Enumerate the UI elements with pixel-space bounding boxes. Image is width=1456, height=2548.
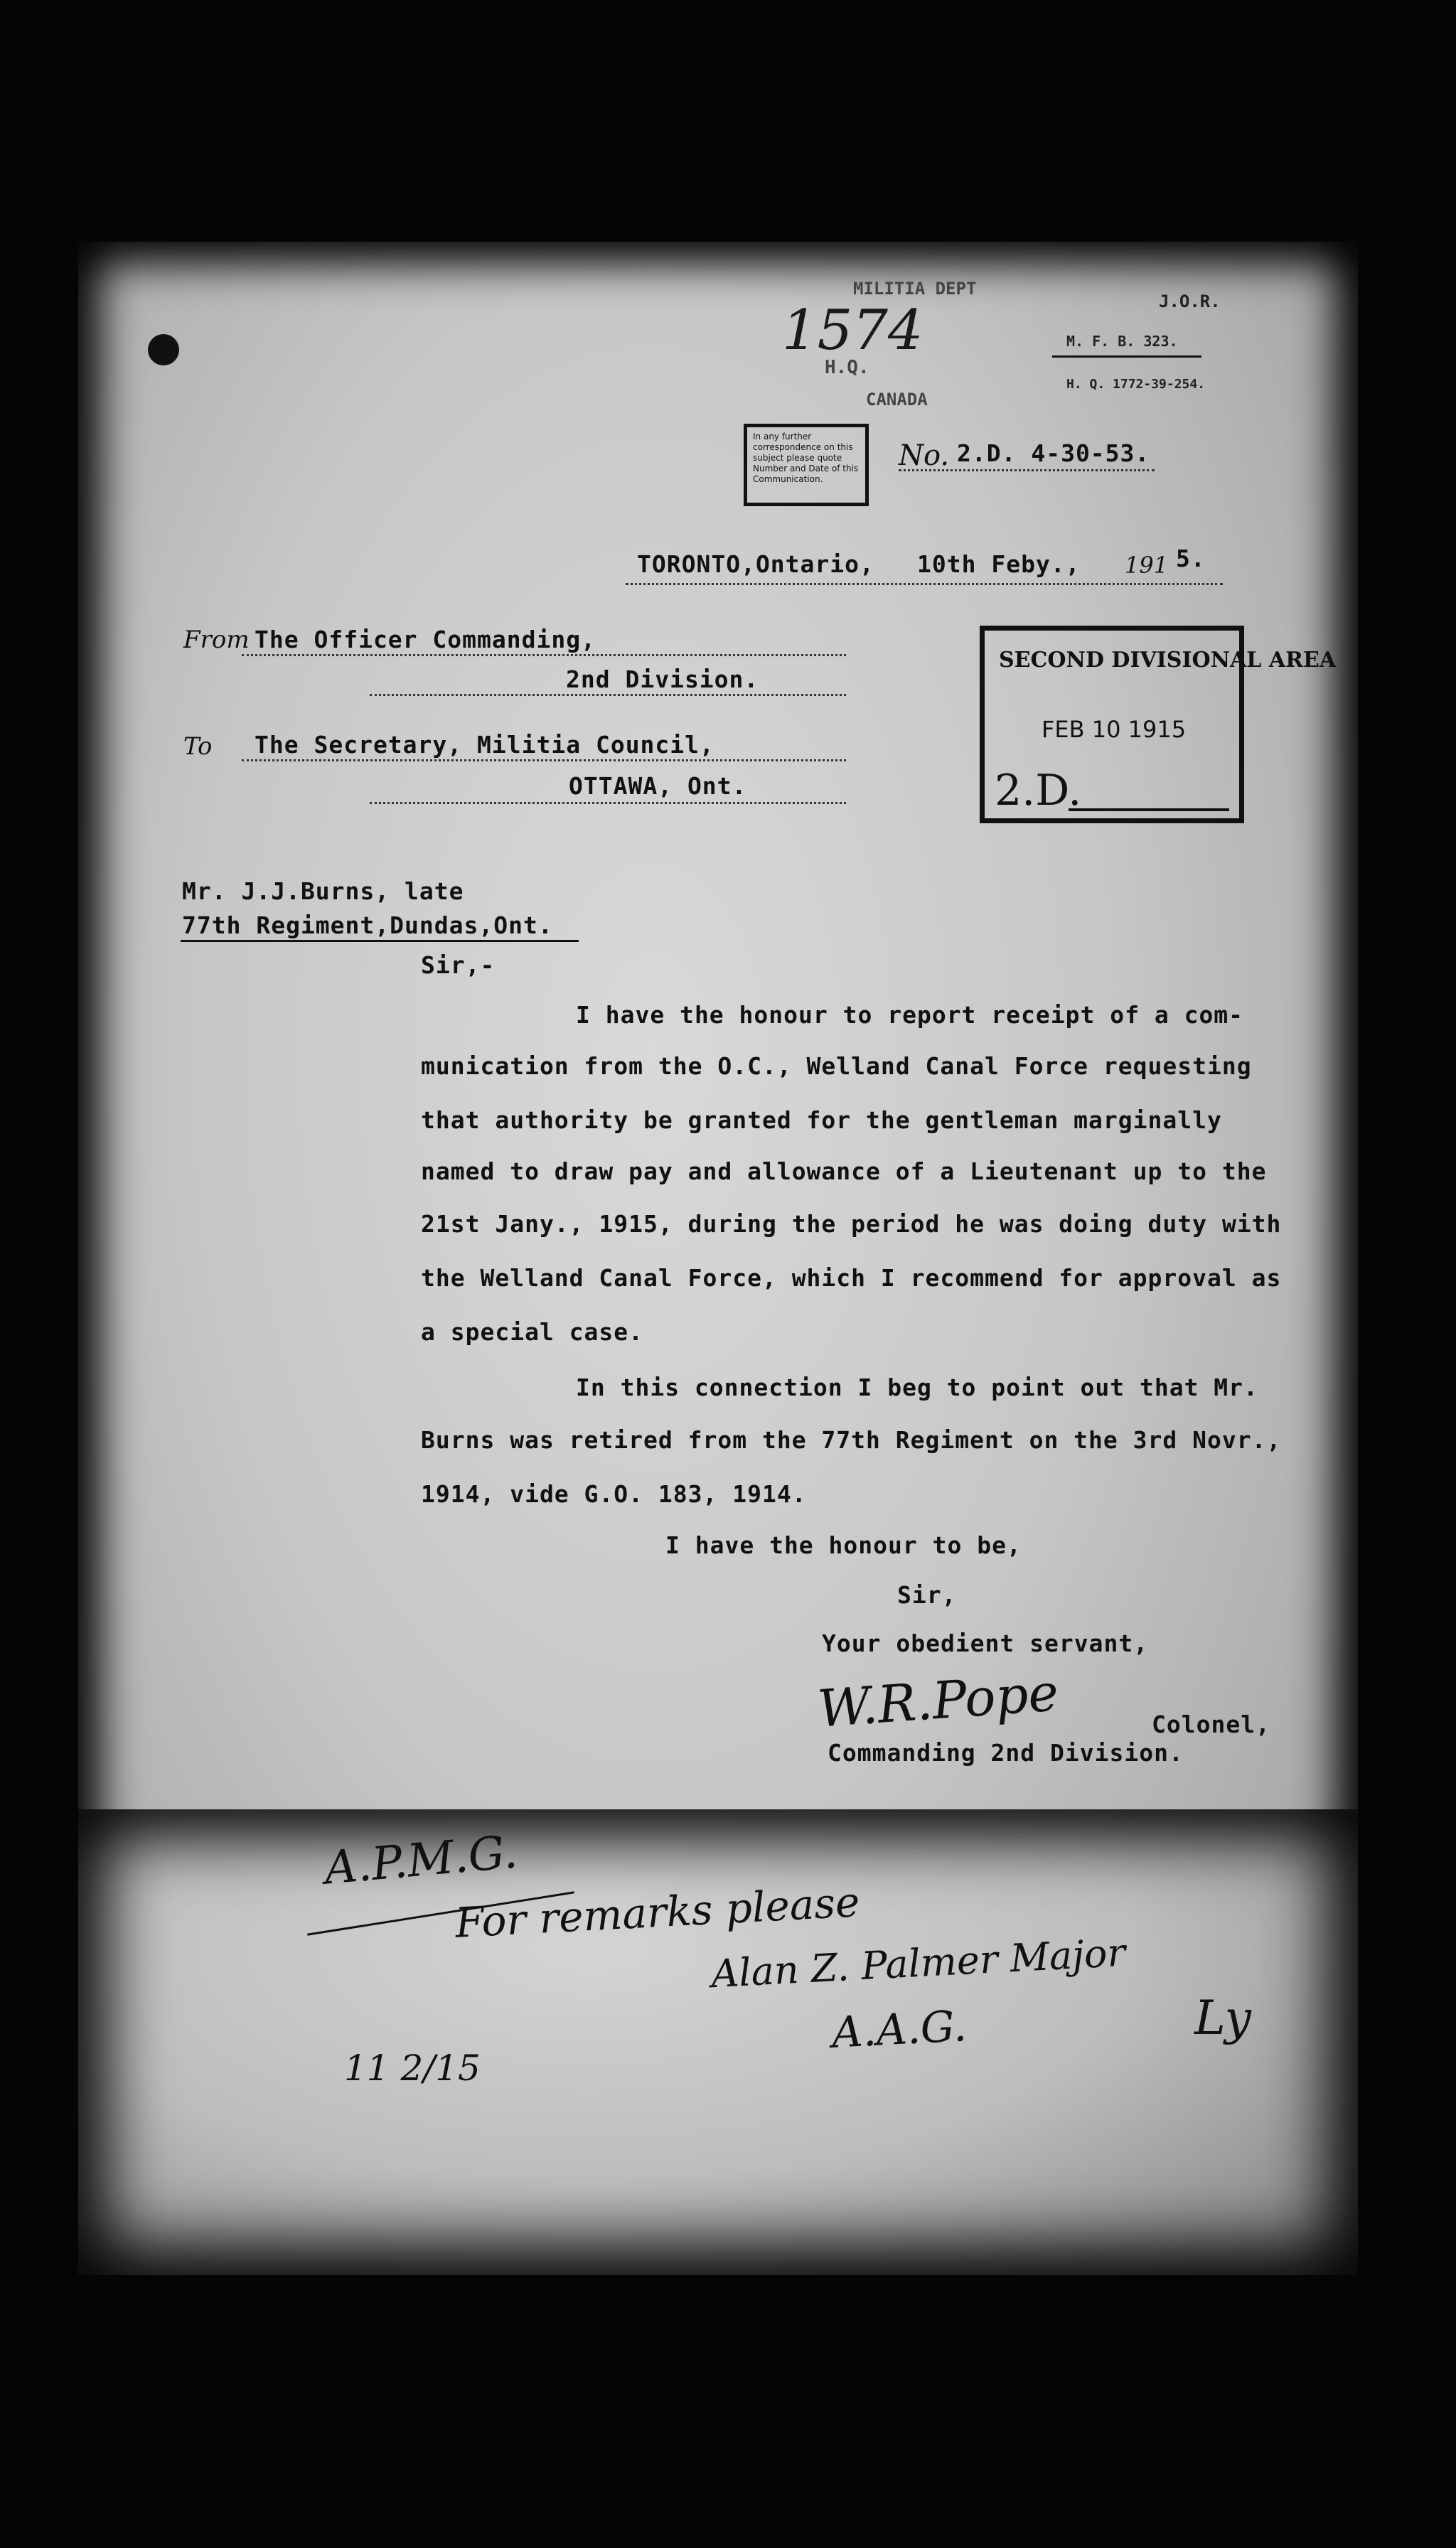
stamp-title: SECOND DIVISIONAL AREA bbox=[999, 648, 1337, 673]
to-line1: The Secretary, Militia Council, bbox=[255, 731, 714, 759]
to-rule1 bbox=[242, 759, 846, 761]
annotation-initials: Ly bbox=[1194, 1991, 1251, 2045]
from-line2: 2nd Division. bbox=[566, 665, 759, 693]
from-rule2 bbox=[370, 694, 846, 696]
form-rule bbox=[1052, 355, 1201, 358]
closing-line1: I have the honour to be, bbox=[665, 1531, 1022, 1559]
year-suffix: 5. bbox=[1176, 545, 1206, 572]
body-line: In this connection I beg to point out that Mr. bbox=[576, 1374, 1258, 1401]
body-line: that authority be granted for the gentleman marginally bbox=[421, 1106, 1222, 1134]
subject-line2: 77th Regiment,Dundas,Ont. bbox=[182, 911, 553, 939]
body-line: 21st Jany., 1915, during the period he was doing duty with bbox=[421, 1210, 1282, 1238]
closing-rank: Colonel, bbox=[1152, 1711, 1270, 1738]
body-line: Burns was retired from the 77th Regiment on the 3rd Novr., bbox=[421, 1426, 1282, 1454]
annotation-signature: Alan Z. Palmer Major bbox=[710, 1929, 1127, 1997]
reference-note-box bbox=[744, 424, 869, 506]
from-line1: The Officer Commanding, bbox=[255, 626, 596, 653]
subject-underline bbox=[181, 940, 579, 942]
body-line: named to draw pay and allowance of a Lieutenant up to the bbox=[421, 1157, 1267, 1185]
body-line: 1914, vide G.O. 183, 1914. bbox=[421, 1480, 807, 1508]
body-line: I have the honour to report receipt of a com- bbox=[576, 1001, 1244, 1029]
receipt-stamp-line2: H.Q. bbox=[825, 357, 869, 378]
stamp-rule bbox=[1069, 808, 1229, 811]
body-line: a special case. bbox=[421, 1318, 644, 1346]
to-label: To bbox=[183, 732, 213, 761]
form-code: J.O.R. bbox=[1159, 291, 1221, 311]
from-rule1 bbox=[242, 654, 846, 656]
annotation-aag: A.A.G. bbox=[830, 2001, 968, 2058]
body-line: the Welland Canal Force, which I recommend for approval as bbox=[421, 1264, 1282, 1292]
form-line-2: H. Q. 1772-39-254. bbox=[1066, 377, 1206, 392]
subject-line1: Mr. J.J.Burns, late bbox=[182, 877, 464, 905]
closing-line2: Sir, bbox=[897, 1581, 957, 1609]
from-label: From bbox=[183, 626, 250, 654]
document-lower-section bbox=[78, 1809, 1358, 2275]
number-value: 2.D. 4-30-53. bbox=[957, 439, 1150, 467]
annotation-apmg: A.P.M.G. bbox=[322, 1826, 520, 1895]
place: TORONTO,Ontario, bbox=[637, 550, 874, 578]
date-rule bbox=[626, 583, 1223, 585]
file-number: 1574 bbox=[782, 299, 924, 363]
number-rule bbox=[899, 469, 1155, 471]
divisional-area-stamp bbox=[980, 626, 1337, 823]
annotation-date: 11 2/15 bbox=[344, 2048, 481, 2089]
number-label: No. bbox=[899, 439, 950, 472]
closing-command: Commanding 2nd Division. bbox=[828, 1739, 1184, 1767]
punch-hole bbox=[148, 334, 179, 365]
body-line: munication from the O.C., Welland Canal Force requesting bbox=[421, 1052, 1252, 1080]
stamp-code: 2.D. bbox=[995, 766, 1082, 815]
stamp-date: FEB 10 1915 bbox=[1042, 716, 1187, 743]
year-prefix: 191 bbox=[1125, 552, 1169, 579]
salutation: Sir,- bbox=[421, 951, 496, 979]
date: 10th Feby., bbox=[917, 550, 1081, 578]
receipt-stamp-line1: MILITIA DEPT bbox=[853, 279, 977, 299]
signature: W.R.Pope bbox=[815, 1662, 1061, 1739]
to-line2: OTTAWA, Ont. bbox=[569, 772, 747, 800]
reference-note-text: In any further correspondence on this subject please quote Number and Date of this Communication. bbox=[753, 432, 859, 484]
receipt-stamp-line3: CANADA bbox=[866, 390, 928, 410]
annotation-remarks: For remarks please bbox=[454, 1878, 861, 1947]
to-rule2 bbox=[370, 802, 846, 804]
closing-line3: Your obedient servant, bbox=[822, 1629, 1149, 1657]
form-line-1: M. F. B. 323. bbox=[1066, 333, 1178, 350]
